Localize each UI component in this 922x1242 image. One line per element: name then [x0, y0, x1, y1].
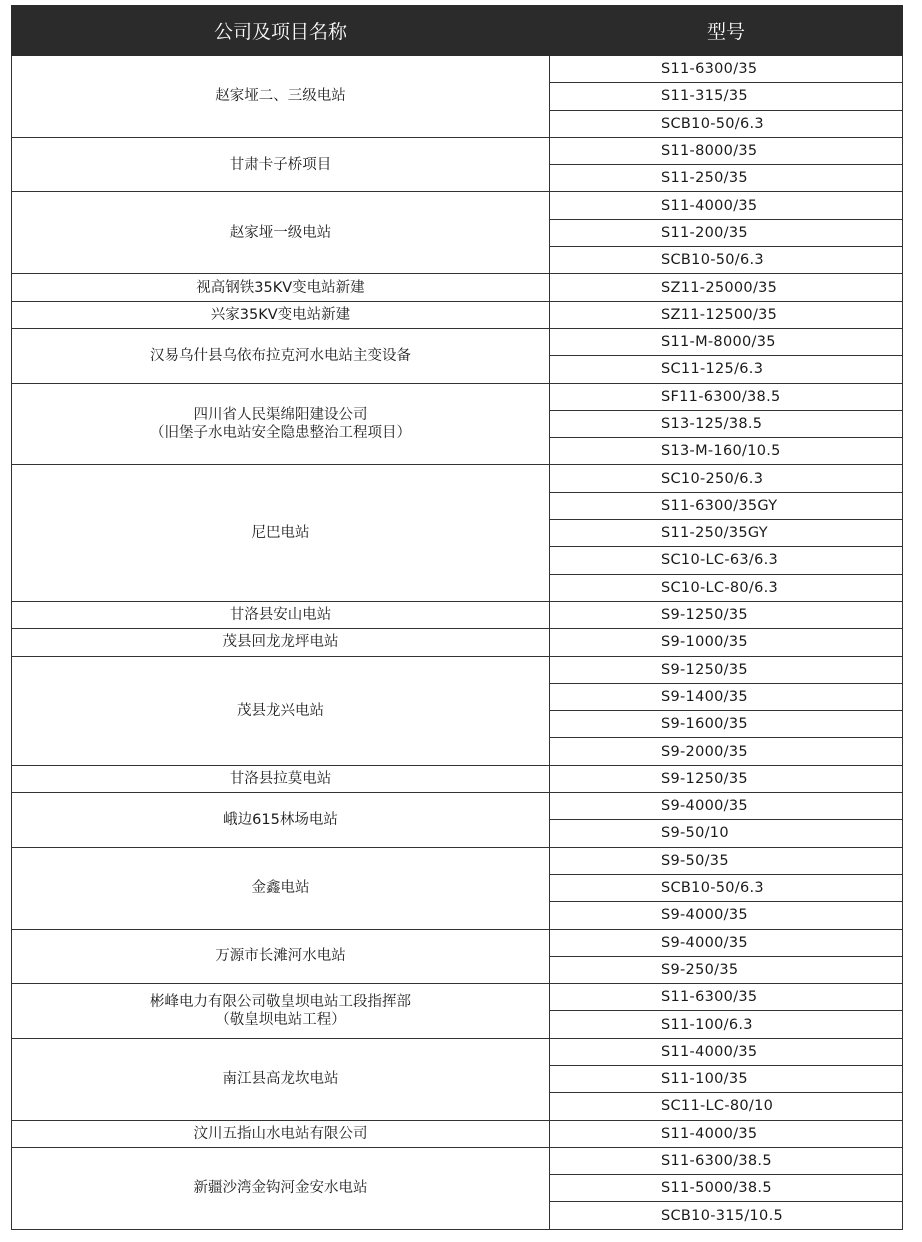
project-name-cell — [12, 137, 550, 192]
project-name-line: 兴家35KV变电站新建 — [210, 306, 351, 323]
table-row — [12, 137, 903, 164]
model-cell: S11-6300/38.5 — [550, 1147, 903, 1174]
model-cell: SF11-6300/38.5 — [550, 383, 903, 410]
model-cell: S9-1250/35 — [550, 656, 903, 683]
project-name-line: 新疆沙湾金钩河金安水电站 — [193, 1180, 368, 1197]
project-name-cell — [12, 656, 550, 765]
table-row — [12, 56, 903, 83]
project-name-line: 尼巴电站 — [251, 525, 310, 542]
model-cell: S11-6300/35GY — [550, 492, 903, 519]
project-name-line: 万源市长滩河水电站 — [215, 948, 346, 965]
model-cell: S11-100/6.3 — [550, 1011, 903, 1038]
project-name-cell — [12, 192, 550, 274]
table-row — [12, 765, 903, 792]
table-header — [12, 6, 903, 56]
project-name-line: （旧堡子水电站安全隐患整治工程项目） — [150, 425, 411, 441]
project-name-cell — [12, 301, 550, 328]
table-row — [12, 465, 903, 492]
model-cell: S13-125/38.5 — [550, 410, 903, 437]
table-row — [12, 328, 903, 355]
project-name-cell — [12, 765, 550, 792]
model-cell: SZ11-12500/35 — [550, 301, 903, 328]
table-row — [12, 274, 903, 301]
model-cell: S9-4000/35 — [550, 793, 903, 820]
model-cell: S11-315/35 — [550, 83, 903, 110]
table-row — [12, 1147, 903, 1174]
model-cell: S11-4000/35 — [550, 1120, 903, 1147]
project-model-table — [11, 5, 903, 1230]
project-name-cell — [12, 56, 550, 138]
table-row — [12, 1120, 903, 1147]
model-cell: SC10-LC-80/6.3 — [550, 574, 903, 601]
table-row — [12, 1038, 903, 1065]
model-cell: S9-1000/35 — [550, 629, 903, 656]
project-name-line: 金鑫电站 — [251, 880, 310, 897]
project-name-line: 视高钢铁35KV变电站新建 — [196, 279, 365, 296]
model-cell: S9-1250/35 — [550, 765, 903, 792]
table-row — [12, 793, 903, 820]
model-cell: SCB10-50/6.3 — [550, 247, 903, 274]
project-name-cell — [12, 1147, 550, 1229]
model-cell: SC10-250/6.3 — [550, 465, 903, 492]
project-name-cell — [12, 984, 550, 1039]
project-name-line: 汉易乌什县乌依布拉克河水电站主变设备 — [150, 347, 411, 364]
project-name-cell — [12, 465, 550, 601]
model-cell: S11-5000/38.5 — [550, 1175, 903, 1202]
project-name-cell — [12, 847, 550, 929]
model-cell: S9-2000/35 — [550, 738, 903, 765]
model-cell: S9-4000/35 — [550, 902, 903, 929]
project-name-cell — [12, 383, 550, 465]
project-name-cell — [12, 274, 550, 301]
project-name-line: 茂县回龙龙坪电站 — [222, 634, 339, 651]
project-name-cell — [12, 793, 550, 848]
project-name-line: 茂县龙兴电站 — [237, 702, 324, 719]
column-header-model: 型号 — [550, 6, 903, 56]
model-cell: S9-1400/35 — [550, 683, 903, 710]
model-cell: S11-8000/35 — [550, 137, 903, 164]
model-cell: S13-M-160/10.5 — [550, 438, 903, 465]
project-name-line: 赵家垭二、三级电站 — [215, 88, 346, 105]
model-cell: S11-250/35GY — [550, 520, 903, 547]
model-cell: S11-6300/35 — [550, 984, 903, 1011]
model-cell: SCB10-50/6.3 — [550, 874, 903, 901]
project-name-cell — [12, 328, 550, 383]
project-name-line: 甘洛县拉莫电站 — [229, 770, 332, 787]
project-name-cell — [12, 629, 550, 656]
model-cell: S11-4000/35 — [550, 192, 903, 219]
project-name-line: 甘洛县安山电站 — [229, 607, 332, 624]
model-cell: S9-50/35 — [550, 847, 903, 874]
project-name-line: （敬皇坝电站工程） — [215, 1011, 346, 1028]
model-cell: S9-1250/35 — [550, 601, 903, 628]
table-row — [12, 629, 903, 656]
project-name-line: 赵家垭一级电站 — [229, 224, 332, 241]
model-cell: SZ11-25000/35 — [550, 274, 903, 301]
model-cell: SC11-125/6.3 — [550, 356, 903, 383]
table-row — [12, 192, 903, 219]
model-cell: S9-250/35 — [550, 956, 903, 983]
model-cell: S11-4000/35 — [550, 1038, 903, 1065]
column-header-project-name: 公司及项目名称 — [12, 6, 550, 56]
model-cell: S11-M-8000/35 — [550, 328, 903, 355]
project-name-line: 彬峰电力有限公司敬皇坝电站工段指挥部 — [150, 993, 411, 1010]
project-name-line: 甘肃卡子桥项目 — [229, 156, 332, 173]
table-row — [12, 929, 903, 956]
project-name-cell — [12, 1038, 550, 1120]
table-row — [12, 984, 903, 1011]
model-cell: S9-50/10 — [550, 820, 903, 847]
model-cell: S9-4000/35 — [550, 929, 903, 956]
project-name-cell — [12, 601, 550, 628]
model-cell: SCB10-315/10.5 — [550, 1202, 903, 1229]
model-cell: SC10-LC-63/6.3 — [550, 547, 903, 574]
project-name-line: 峨边615林场电站 — [223, 811, 338, 828]
model-cell: S11-6300/35 — [550, 56, 903, 83]
project-name-cell — [12, 929, 550, 984]
model-cell: S11-200/35 — [550, 219, 903, 246]
model-cell: S11-100/35 — [550, 1065, 903, 1092]
table-row — [12, 301, 903, 328]
model-cell: SC11-LC-80/10 — [550, 1093, 903, 1120]
project-name-line: 四川省人民渠绵阳建设公司 — [193, 407, 368, 423]
model-cell: S9-1600/35 — [550, 711, 903, 738]
model-cell: S11-250/35 — [550, 165, 903, 192]
table-row — [12, 656, 903, 683]
model-cell: SCB10-50/6.3 — [550, 110, 903, 137]
table-body — [12, 56, 903, 1230]
project-name-line: 南江县高龙坎电站 — [222, 1071, 339, 1088]
table-row — [12, 847, 903, 874]
project-name-cell — [12, 1120, 550, 1147]
project-name-line: 汶川五指山水电站有限公司 — [193, 1125, 368, 1142]
table-row — [12, 601, 903, 628]
table-row — [12, 383, 903, 410]
